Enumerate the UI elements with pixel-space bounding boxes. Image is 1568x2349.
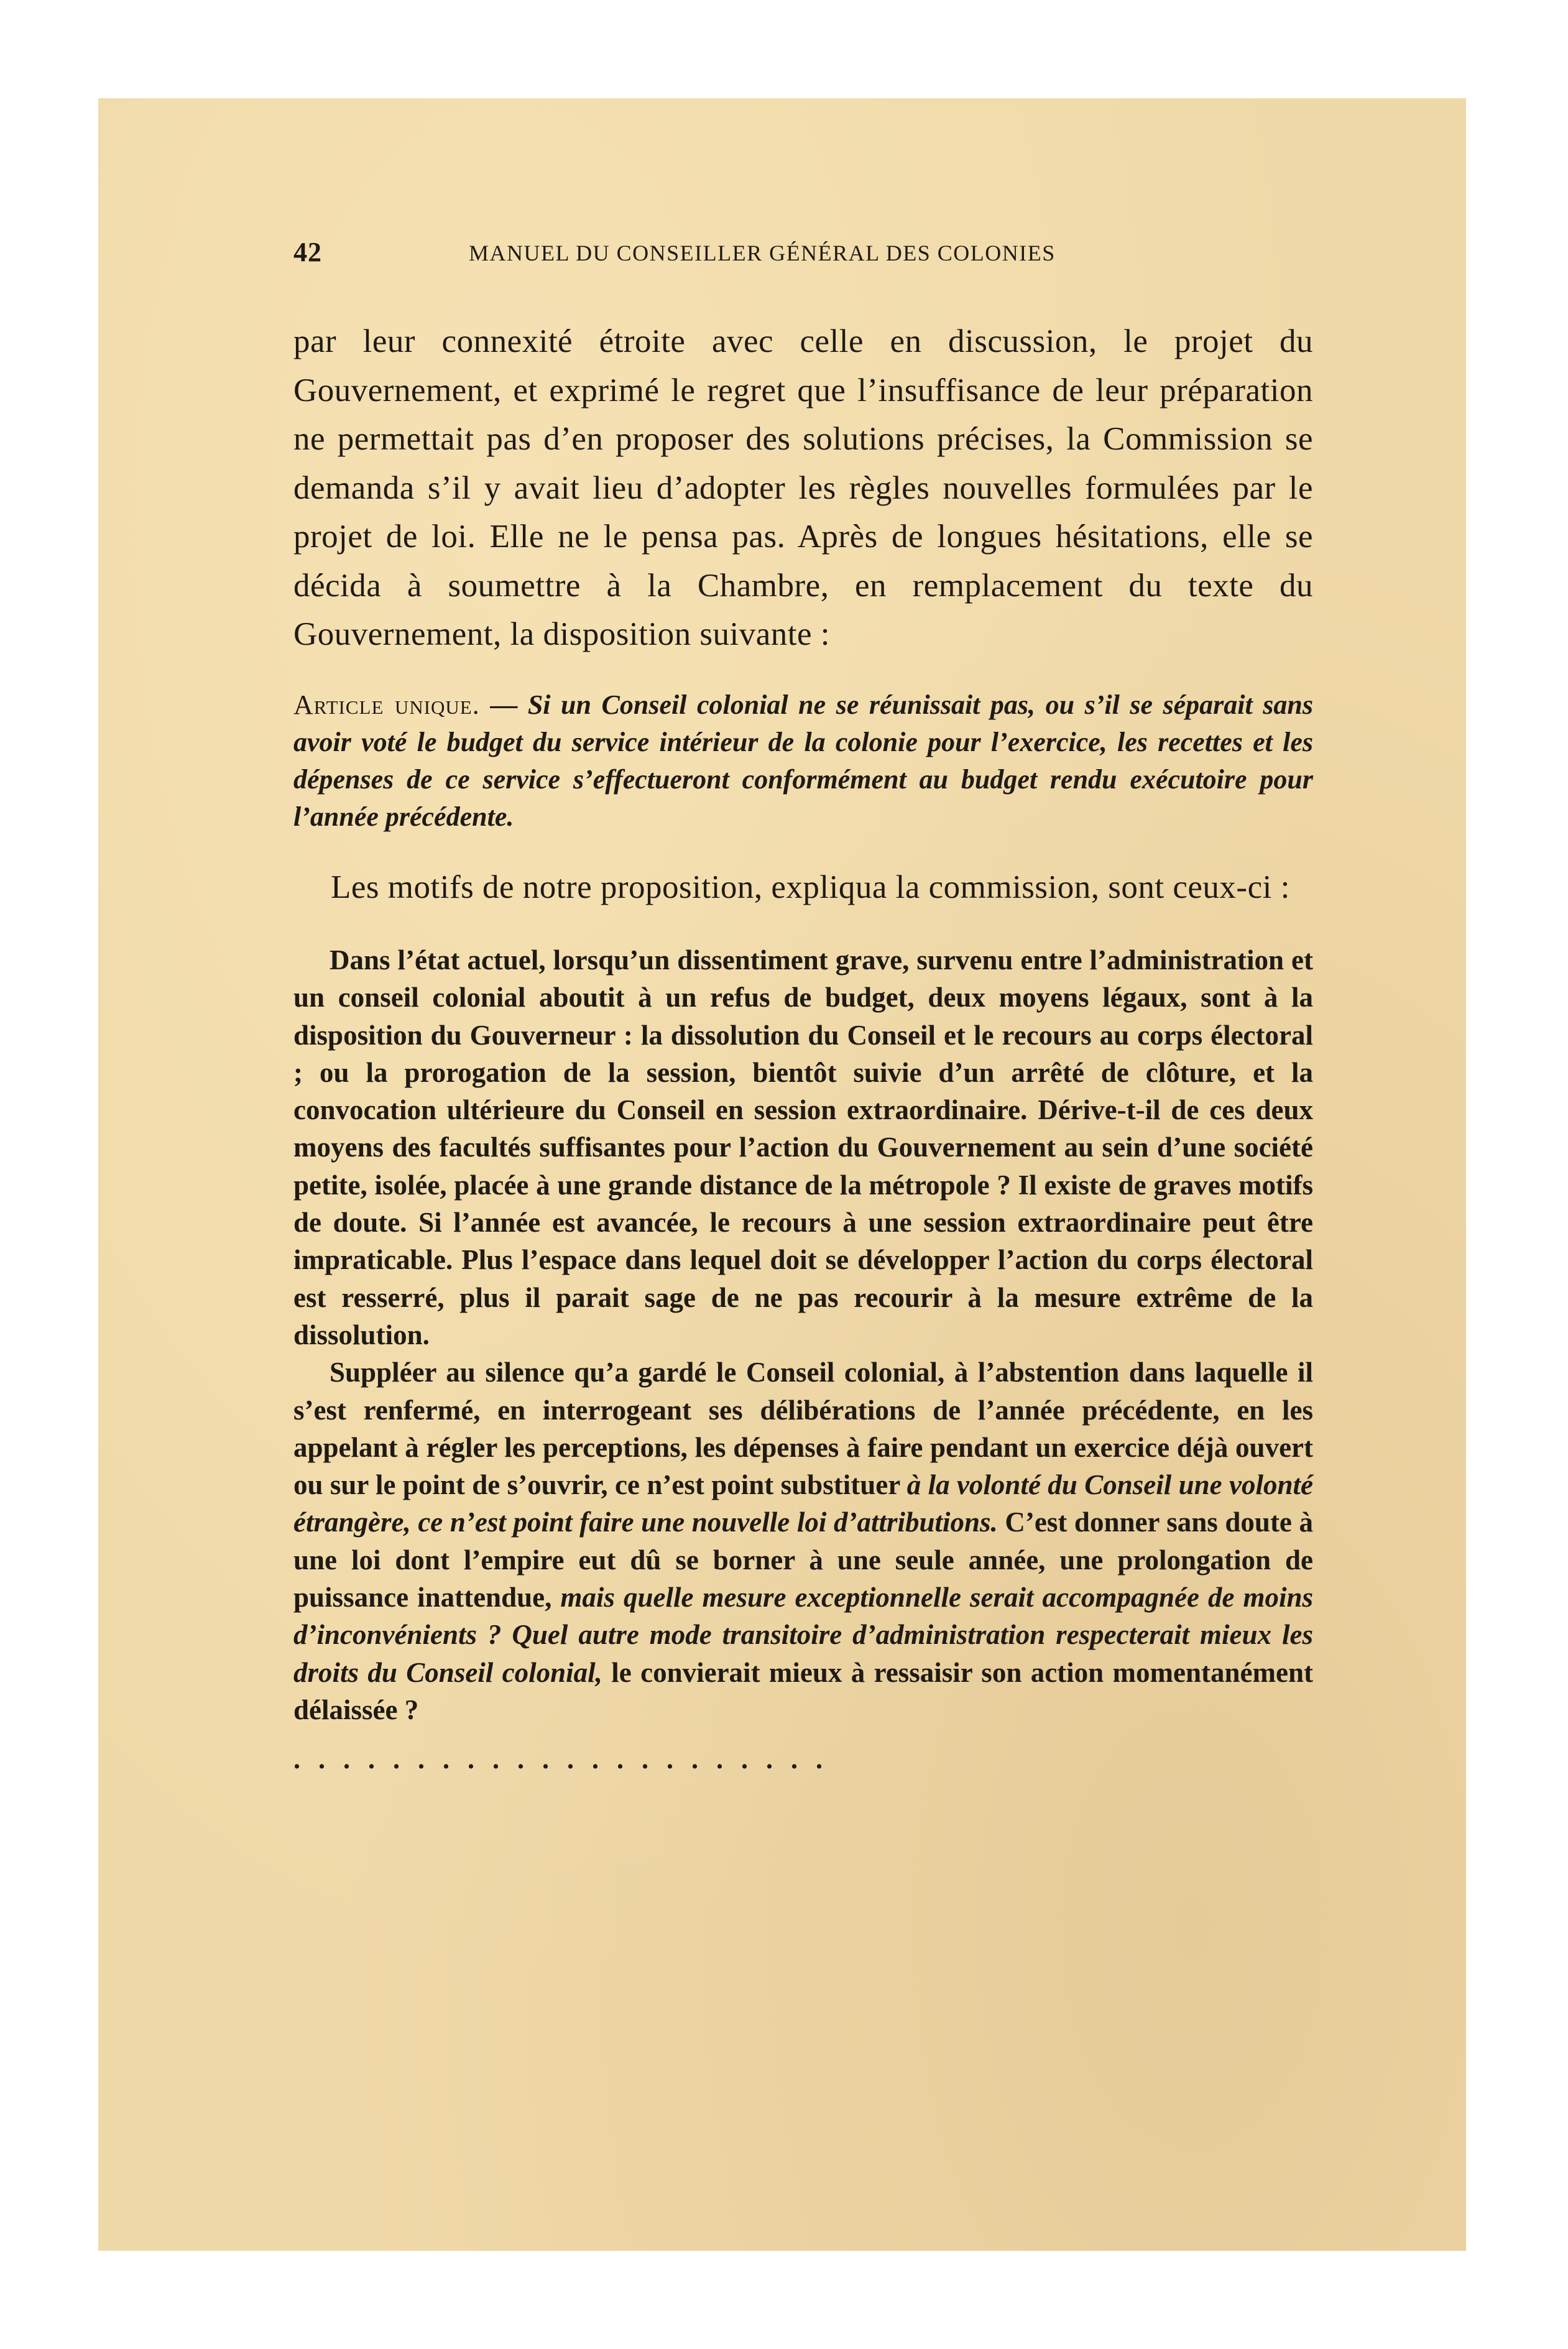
document-page (293, 236, 1313, 1775)
quote-2-part-2: C’est donner sans doute à une loi dont l’empire eut dû se borner à une seule année, une prolongation de puissance inattendue, (293, 1507, 1313, 1613)
paragraph-1: par leur connexité étroite avec celle en discussion, le projet du Gouvernement, et exprimé le regret que l’insuffisance de leur préparation ne permettait pas d’en proposer des solutions précises, la Commission se demanda s’il y avait lieu d’adopter les règles nouvelles formulées par le projet de loi. Elle ne le pensa pas. Après de longues hésitations, elle se décida à soumettre à la Chambre, en remplacement du texte du Gouvernement, la disposition suivante : (293, 323, 1313, 652)
quote-2-part-1: Suppléer au silence qu’a gardé le Conseil colonial, à l’abstention dans laquelle il s’est renfermé, en interrogeant ses délibérations de l’année précédente, en les appelant à régler les perceptions, les dépenses à faire pendant un exercice déjà ouvert ou sur le point de s’ouvrir, ce n’est point substituer (293, 1357, 1313, 1501)
quote-paragraph-2 (293, 1354, 1313, 1728)
article-unique (293, 686, 1313, 836)
quote-2-italic-1: à la volonté du Conseil une volonté étrangère, ce n’est point faire une nouvelle loi d’attributions. (293, 1469, 1313, 1538)
page-number: 42 (293, 237, 322, 267)
quote-2-part-3: le convierait mieux à ressaisir son action momentanément délaissée ? (293, 1656, 1313, 1725)
running-title: MANUEL DU CONSEILLER GÉNÉRAL DES COLONIES (469, 241, 1056, 265)
article-label: Article unique. (293, 689, 480, 720)
paragraph-2: Les motifs de notre proposition, expliqua la commission, sont ceux-ci : (331, 869, 1290, 905)
quote-paragraph-1: Dans l’état actuel, lorsqu’un dissentiment grave, survenu entre l’administration et un conseil colonial aboutit à un refus de budget, deux moyens légaux, sont à la disposition du Gouverneur : la dissolution du Conseil et le recours au corps électoral ; ou la prorogation de la session, bientôt suivie d’un arrêté de clôture, et la convocation ultérieure du Conseil en session extraordinaire. Dérive-t-il de ces deux moyens des facultés suffisantes pour l’action du Gouvernement au sein d’une société petite, isolée, placée à une grande distance de la métropole ? Il existe de graves motifs de doute. Si l’année est avancée, le recours à une session extraordinaire peut être impraticable. Plus l’espace dans lequel doit se développer l’action du corps électoral est resserré, plus il parait sage de ne pas recourir à la mesure extrême de la dissolution. (293, 944, 1313, 1350)
article-text: Si un Conseil colonial ne se réunissait pas, ou s’il se séparait sans avoir voté le budget du service intérieur de la colonie pour l’exercice, les recettes et les dépenses de ce service s’effectueront conformément au budget rendu exécutoire pour l’année précédente. (293, 689, 1313, 832)
quote-2-italic-2: mais quelle mesure exceptionnelle serait accompagnée de moins d’inconvénients ? Quel autre mode transitoire d’administration respecterait mieux les droits du Conseil colonial, (293, 1582, 1313, 1688)
page-header (293, 236, 1313, 274)
article-dash: — (479, 689, 528, 720)
ellipsis-line: ...................... (293, 1744, 841, 1775)
